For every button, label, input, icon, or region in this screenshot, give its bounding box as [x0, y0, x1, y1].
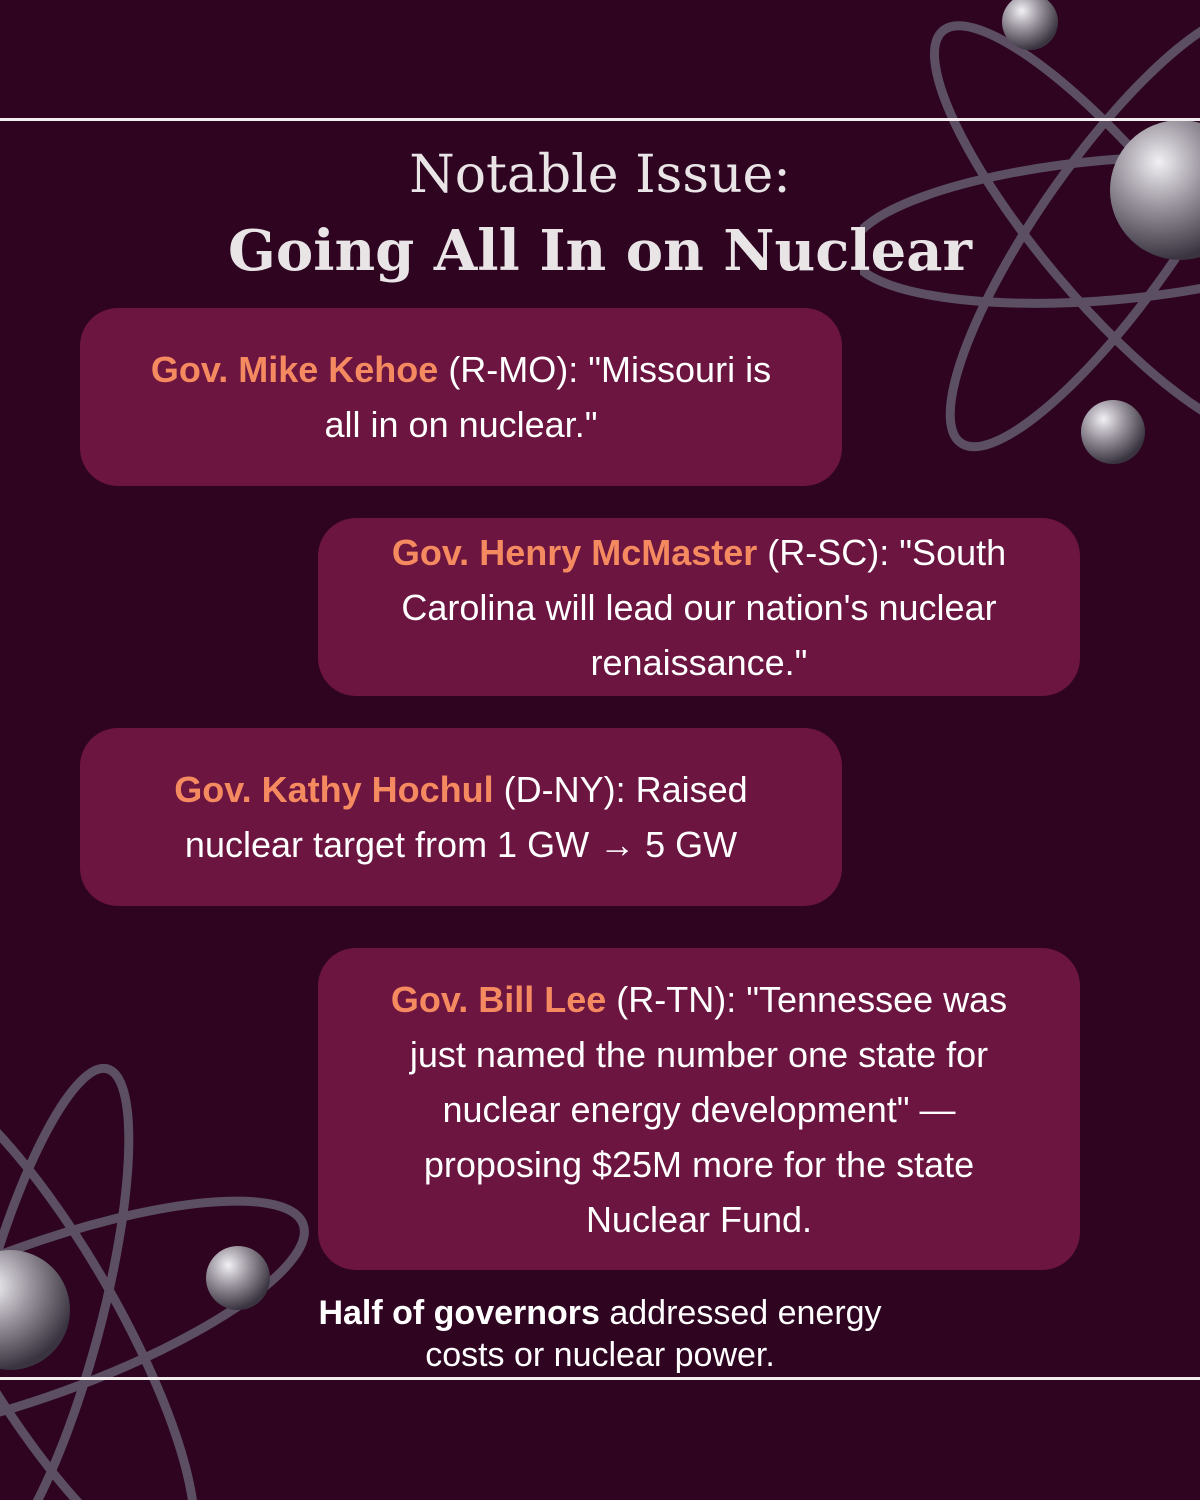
summary-strong: Half of governors [318, 1294, 600, 1332]
title [0, 140, 1200, 292]
title-line-2: Going All In on Nuclear [228, 218, 972, 284]
quote-body: (R-SC): "South Carolina will lead our nation's nuclear renaissance." [401, 531, 1007, 683]
title-line-1: Notable Issue: [409, 145, 791, 205]
quote-body: (R-TN): "Tennessee was just named the number one state for nuclear energy development" — proposing $25M more for the state Nuclear Fund. [409, 978, 1008, 1240]
governor-name: Gov. Bill Lee [390, 978, 607, 1020]
quote-card-kehoe [80, 308, 842, 486]
quote-card-hochul [80, 728, 842, 906]
governor-name: Gov. Mike Kehoe [150, 349, 439, 390]
governor-name: Gov. Henry McMaster [391, 531, 758, 573]
bottom-divider [0, 1377, 1200, 1380]
quote-card-lee [318, 948, 1080, 1270]
top-divider [0, 118, 1200, 121]
quote-text [140, 762, 782, 872]
quote-text [140, 342, 782, 452]
quote-body: (D-NY): Raised nuclear target from 1 GW → 5 GW [184, 769, 748, 865]
quote-text [363, 972, 1035, 1247]
atom-icon-bottom-left [0, 990, 320, 1500]
quote-card-mcmaster [318, 518, 1080, 696]
quote-body: (R-MO): "Missouri is all in on nuclear." [324, 349, 772, 445]
summary-rest: addressed energy costs or nuclear power. [425, 1294, 882, 1374]
summary-note [300, 1292, 900, 1376]
quote-text [358, 525, 1040, 690]
governor-name: Gov. Kathy Hochul [174, 769, 494, 810]
